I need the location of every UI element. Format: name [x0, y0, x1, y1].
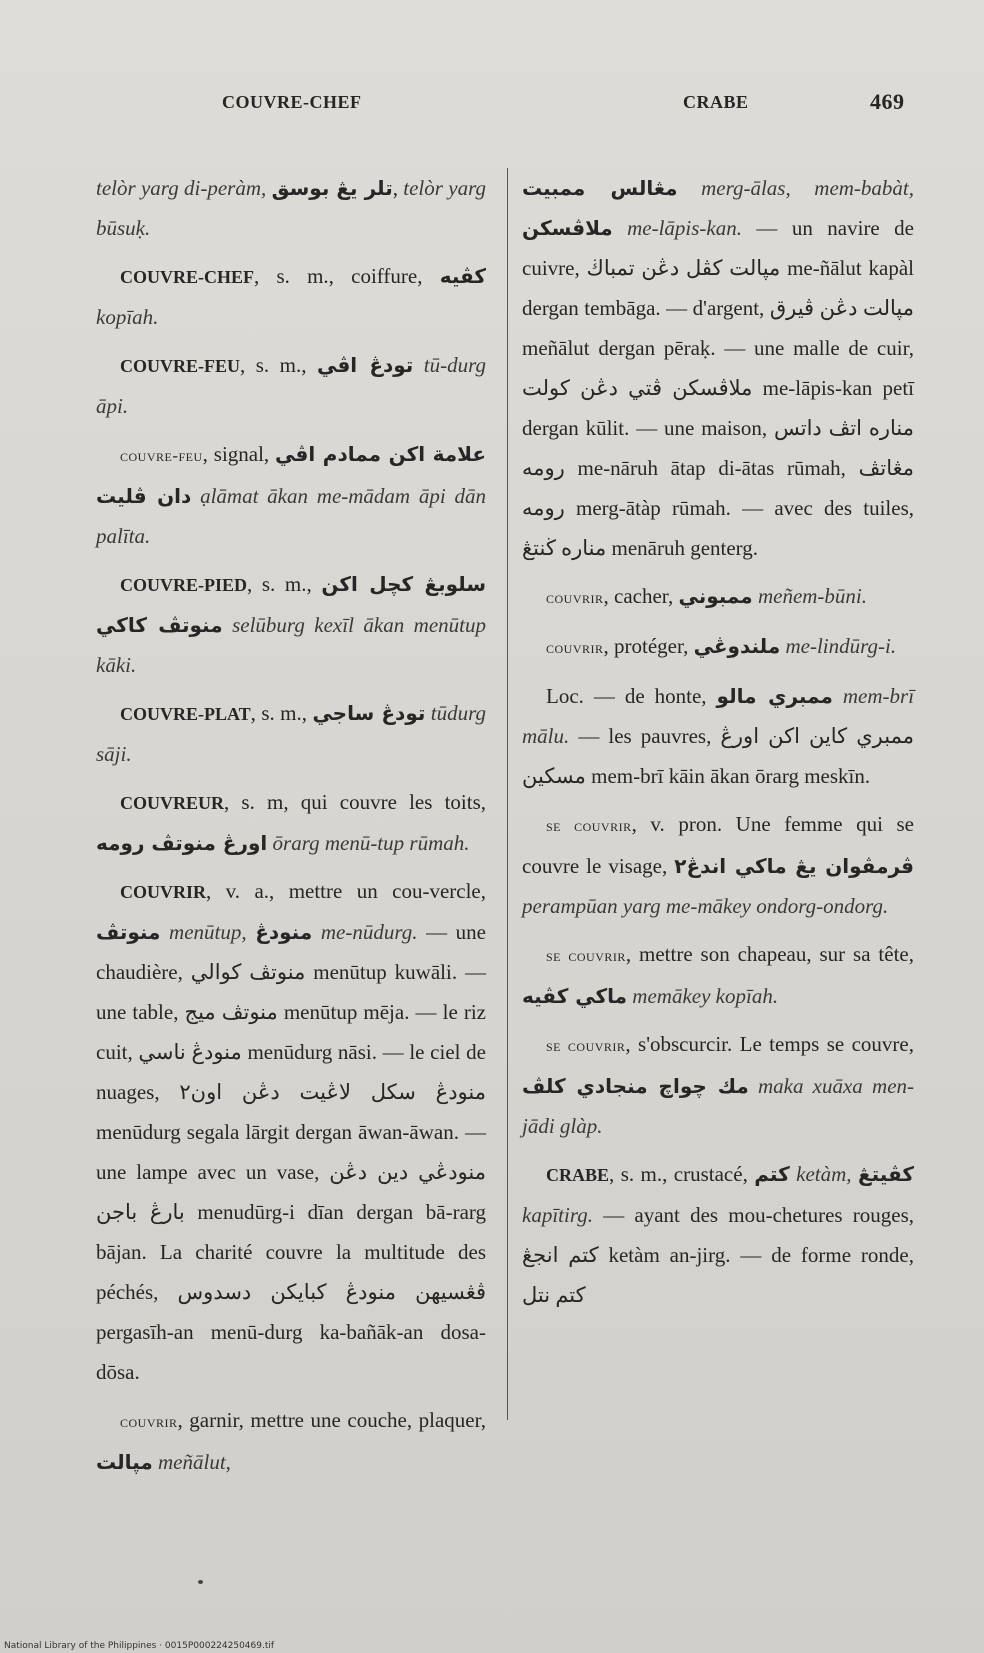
dictionary-entry	[96, 1400, 486, 1482]
dictionary-entry	[96, 434, 486, 556]
transliteration: me-nūdurg.	[320, 920, 418, 944]
definition: , s. m.,	[247, 572, 312, 596]
jawi-text: اورڠ منوتڤ رومه	[96, 831, 268, 855]
dictionary-entry	[96, 564, 486, 685]
transliteration: kopīah.	[96, 305, 159, 329]
transliteration: telòr yarg būsuḳ.	[96, 176, 486, 240]
headword: COUVRE-PLAT	[120, 704, 251, 724]
dictionary-entry	[522, 676, 914, 796]
entry-continuation: — un navire de cuivre, مپالت كڤل دڠن تمباڬ me-ñālut kapàl dergan tembāga. — d'argent, مپالت دڠن ڤيرق meñālut dergan pēraḳ. — une malle de cuir, ملاڤسكن ڤتي دڠن كولت me-lāpis-kan petī dergan kūlit. — une maison, مناره اتڤ داتس رومه me-nāruh ātap di-ātas rūmah, مڠاتڤ رومه merg-ātàp rūmah. — avec des tuiles, مناره ڬنتڠ menāruh genterg.	[522, 216, 915, 560]
definition: , v. pron. Une femme qui se couvre le visage,	[522, 812, 915, 878]
dictionary-entry	[96, 693, 486, 774]
dictionary-entry	[522, 168, 914, 568]
entry-continuation: — une chaudière, منوتڤ كوالي menūtup kuwāli. — une table, منوتڤ ميج menūtup mēja. — le riz cuit, منودڠ ناسي menūdurg nāsi. — le ciel de nuages, منودڠ سكل لاڠيت دڠن اون٢ menūdurg segala lārgit dergan āwan-āwan. — une lampe avec un vase, منودڠي دين دڠن بارڠ باجن menudūrg-i dīan dergan bā-rarg bājan. La charité couvre la multitude des péchés, ڤڠسيهن منودڠ كبايكن دسدوس pergasīh-an menū-durg ka-bañāk-an dosa-dōsa.	[96, 920, 487, 1384]
transliteration: telòr yarg di-peràm,	[96, 176, 267, 200]
dictionary-entry	[522, 1024, 914, 1146]
transliteration: ketàm,	[796, 1162, 852, 1186]
headword: COUVRE-FEU	[120, 356, 240, 376]
right-column	[522, 168, 914, 1323]
jawi-text: ماكي كڤيه	[522, 984, 628, 1008]
transliteration: kapītirg.	[522, 1203, 593, 1227]
ink-speck	[198, 1580, 203, 1584]
transliteration: tūdurg sāji.	[96, 701, 487, 766]
left-column	[96, 168, 486, 1490]
jawi-text: منودڠ	[255, 920, 313, 944]
jawi-text: كڤيه	[439, 264, 487, 288]
jawi-text: كڤيتڠ	[857, 1162, 914, 1186]
running-head-center: CRABE	[683, 92, 749, 112]
definition: Loc. — de honte,	[546, 684, 707, 708]
jawi-text: ممبوني	[678, 584, 753, 608]
transliteration: maka xuāxa men-jādi glàp.	[522, 1074, 915, 1138]
column-divider	[507, 168, 508, 1420]
headword: COUVRIR	[120, 882, 207, 902]
headword: CRABE	[546, 1165, 610, 1185]
definition: , s. m, qui couvre les toits,	[224, 790, 486, 814]
dictionary-entry	[96, 871, 486, 1392]
dictionary-entry	[522, 626, 914, 668]
definition: , s'obscurcir. Le temps se couvre,	[625, 1032, 914, 1056]
headword-variant: se couvrir	[546, 816, 632, 835]
definition: , protéger,	[603, 634, 689, 658]
entry-continuation: — les pauvres, ممبري كاين اكن اورڠ مسكين mem-brī kāin ākan ōrarg meskīn.	[522, 724, 914, 788]
jawi-text: سلوبڠ كچل اكن منوتڤ كاكي	[96, 572, 486, 637]
headword-variant: couvrir	[120, 1412, 178, 1431]
jawi-text: تودڠ اڤي	[316, 353, 414, 377]
dictionary-entry	[96, 782, 486, 863]
headword-variant: couvrir	[546, 588, 604, 607]
dictionary-entry	[522, 804, 914, 926]
page-number: 469	[870, 89, 905, 114]
jawi-text: علامة اكن ممادم اڤي دان ڤليت	[96, 442, 486, 508]
definition: , garnir, mettre une couche, plaquer,	[177, 1408, 486, 1432]
transliteration: meñem-būni.	[757, 584, 868, 608]
transliteration: me-lindūrg-i.	[785, 634, 897, 658]
running-head-left: COUVRE-CHEF	[222, 92, 362, 112]
headword-variant: se couvrir	[546, 1036, 626, 1055]
transliteration: ōrarg menū-tup rūmah.	[272, 831, 470, 855]
transliteration: tū-durg āpi.	[96, 353, 487, 418]
headword-variant: se couvrir	[546, 946, 626, 965]
jawi-text: تلر يڠ بوسق	[271, 176, 393, 200]
jawi-text: ملندوڠي	[693, 634, 781, 658]
headword: COUVREUR	[120, 793, 225, 813]
transliteration: merg-ālas, mem-babàt,	[701, 176, 915, 200]
headword: COUVRE-PIED	[120, 575, 248, 595]
definition: , mettre son chapeau, sur sa tête,	[625, 942, 914, 966]
jawi-text: تودڠ ساجي	[312, 701, 426, 725]
definition: , s. m.,	[250, 701, 308, 725]
transliteration: memākey kopīah.	[632, 984, 779, 1008]
transliteration: me-lāpis-kan.	[627, 216, 742, 240]
jawi-text: مپالت	[96, 1450, 153, 1474]
headword: COUVRE-CHEF	[120, 267, 254, 287]
transliteration: menūtup,	[169, 920, 247, 944]
jawi-text: مڠالس ممبيت	[522, 176, 678, 200]
jawi-text: ملاڤسكن	[522, 216, 613, 240]
definition: , cacher,	[603, 584, 674, 608]
dictionary-entry	[522, 1154, 914, 1315]
dictionary-entry	[96, 345, 486, 426]
transliteration: perampūan yarg me-mākey ondorg-ondorg.	[522, 894, 889, 918]
jawi-text: ممبري مالو	[716, 684, 833, 708]
definition: , signal,	[202, 442, 270, 466]
jawi-text: مك چواچ منجادي كلڤ	[522, 1074, 749, 1098]
definition: , s. m.,	[240, 353, 307, 377]
dictionary-entry	[96, 256, 486, 337]
transliteration: ạlāmat ākan me-mādam āpi dān palīta.	[96, 484, 486, 548]
definition: , s. m., crustacé,	[609, 1162, 748, 1186]
scan-footer: National Library of the Philippines · 0015P000224250469.tif	[4, 1641, 275, 1651]
transliteration: mem-brī mālu.	[522, 684, 915, 748]
definition: , v. a., mettre un cou-vercle,	[206, 879, 486, 903]
jawi-text: منوتڤ	[96, 920, 161, 944]
dictionary-entry	[522, 934, 914, 1016]
definition: , s. m., coiffure,	[254, 264, 423, 288]
dictionary-entry: telòr yarg di-peràm, تلر يڠ بوسق, telòr yarg būsuḳ.	[96, 176, 486, 240]
entry-continuation: — ayant des mou-chetures rouges, كتم انجڠ ketàm an-jirg. — de forme ronde, كتم نتل	[522, 1203, 915, 1307]
jawi-text: كتم	[754, 1162, 790, 1186]
dictionary-entry	[522, 576, 914, 618]
headword-variant: couvre-feu	[120, 446, 203, 465]
headword-variant: couvrir	[546, 638, 604, 657]
transliteration: selūburg kexīl ākan menūtup kāki.	[96, 613, 487, 677]
jawi-text: ڤرمڤوان يڠ ماكي اندڠ٢	[674, 854, 914, 878]
transliteration: meñālut,	[158, 1450, 231, 1474]
